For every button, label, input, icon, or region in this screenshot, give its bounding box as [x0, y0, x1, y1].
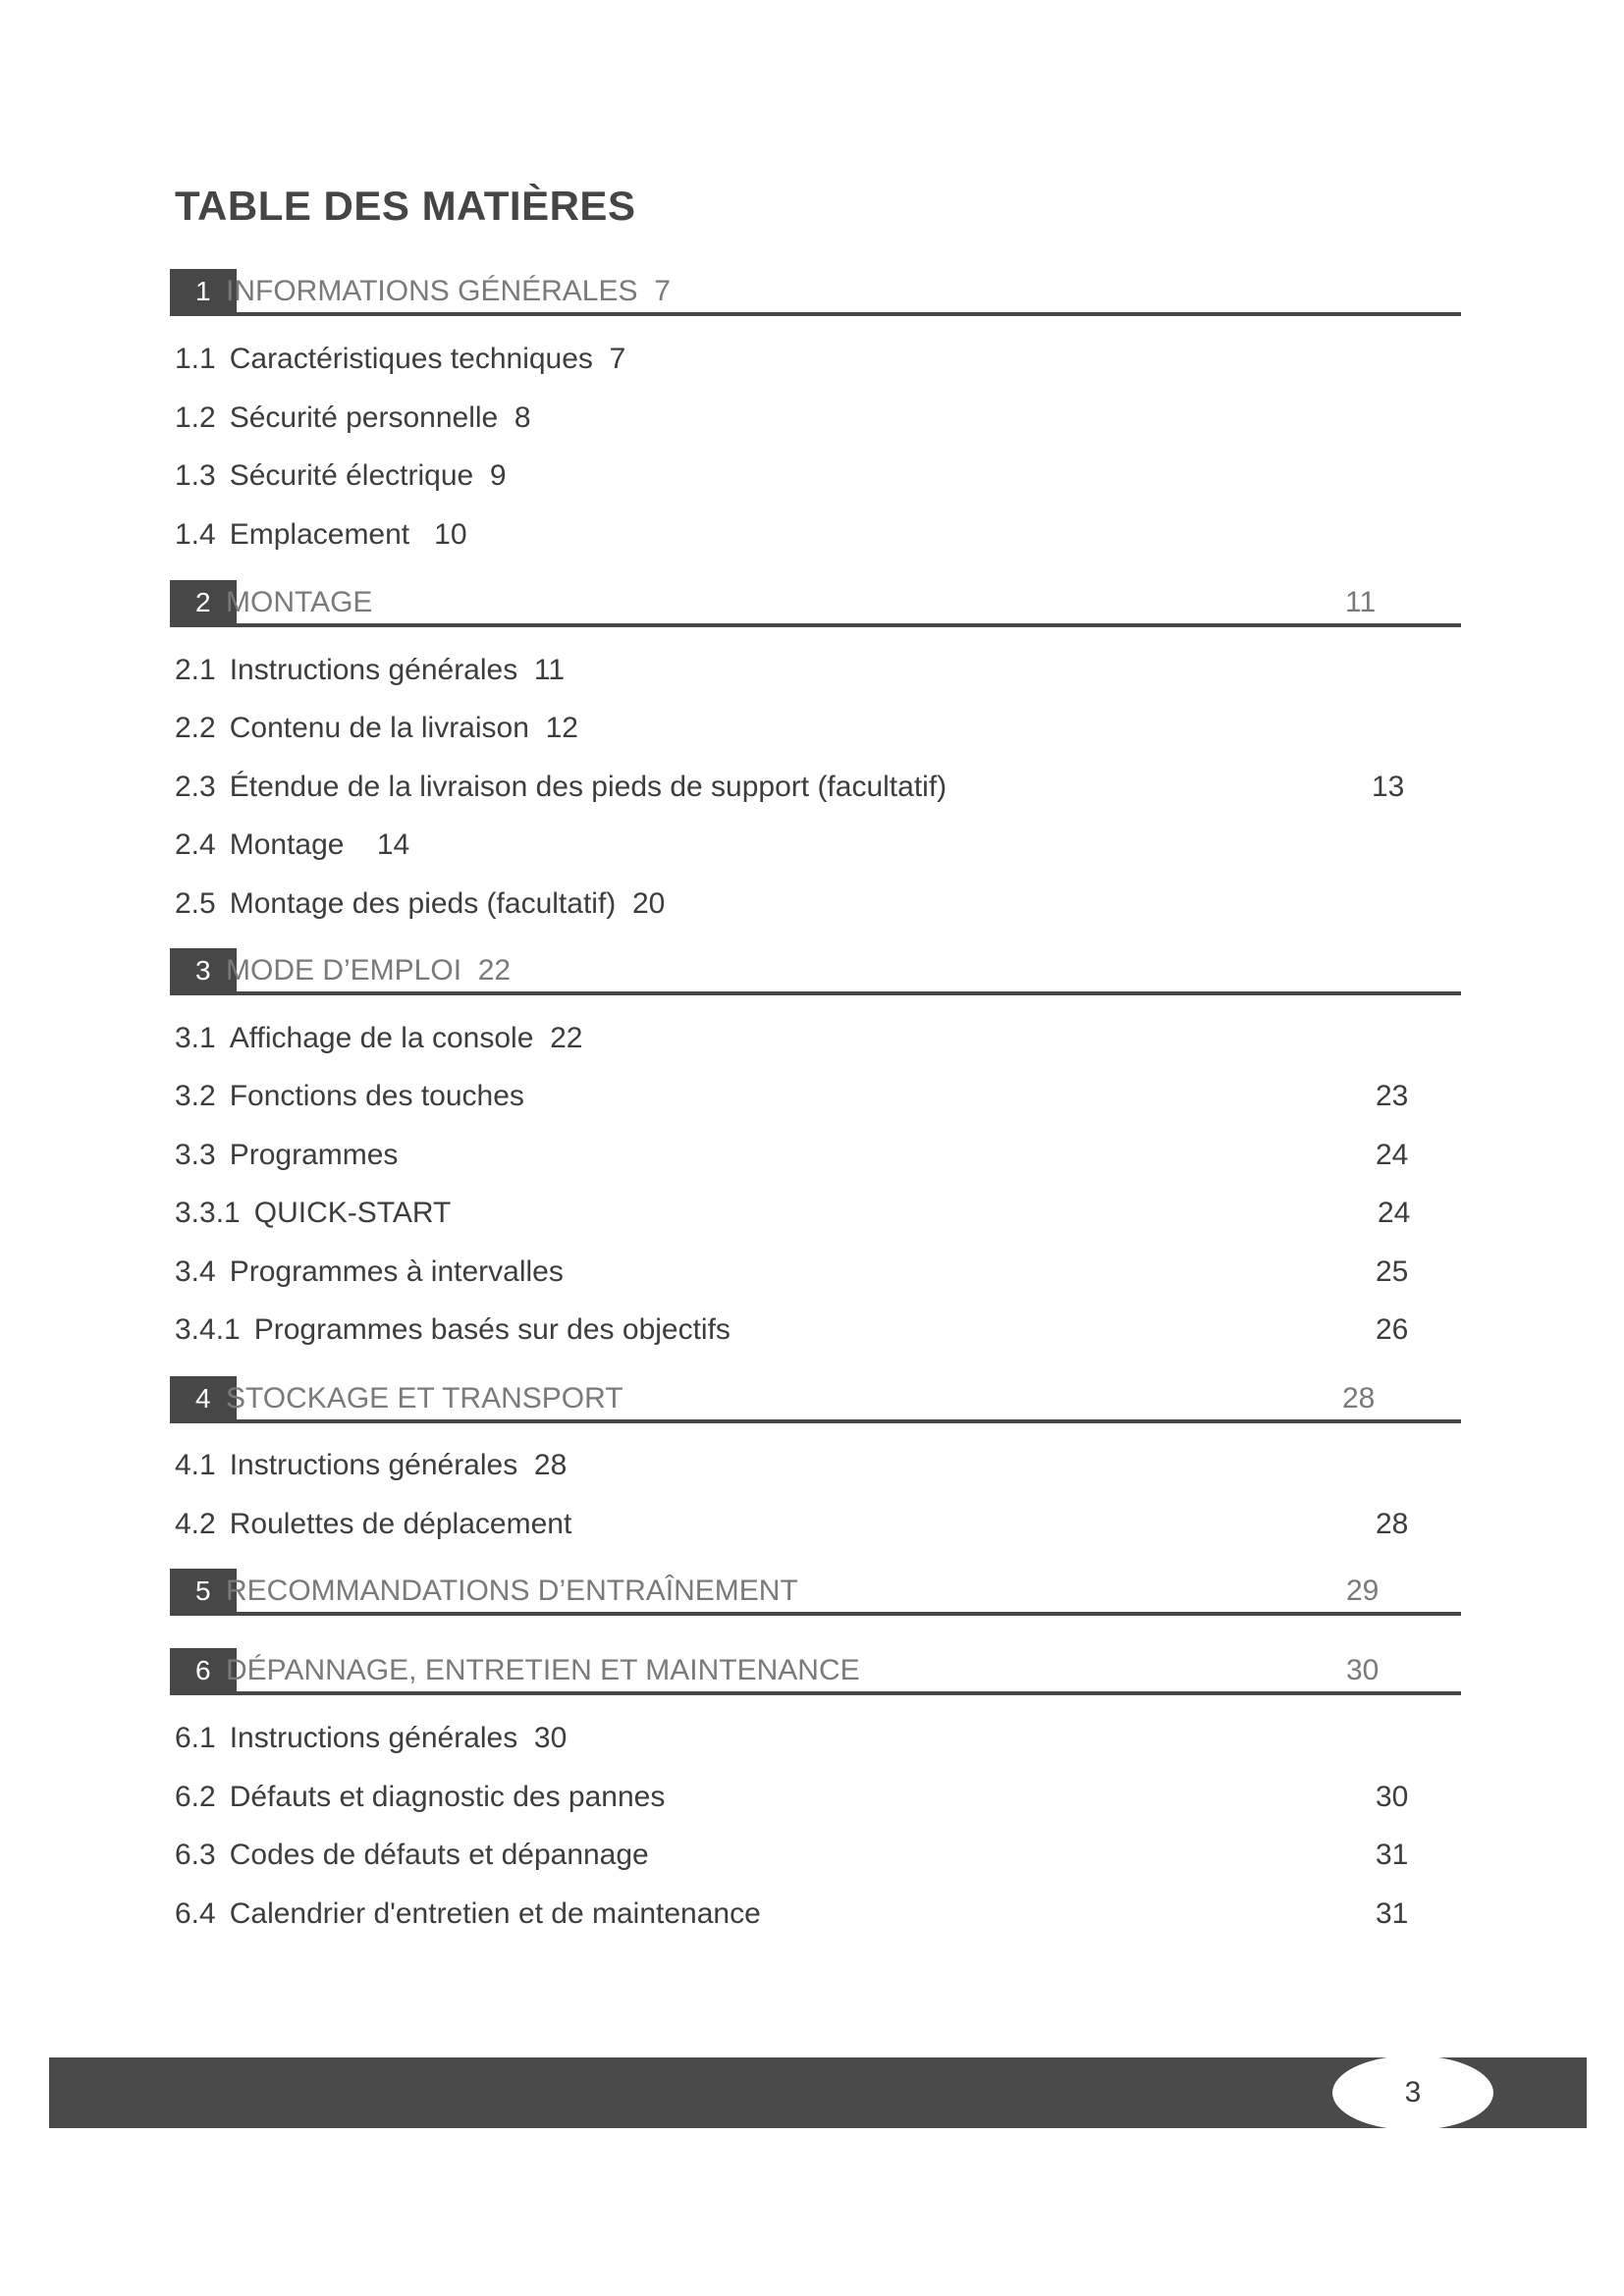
- toc-entry-3-4[interactable]: 3.4 Programmes à intervalles: [175, 1255, 564, 1288]
- toc-entry-1-3[interactable]: 1.3 Sécurité électrique 9: [175, 459, 507, 492]
- section-title: INFORMATIONS GÉNÉRALES 7: [226, 275, 671, 307]
- toc-entry-4-1[interactable]: 4.1 Instructions générales 28: [175, 1449, 568, 1481]
- section-title: RECOMMANDATIONS D’ENTRAÎNEMENT: [226, 1575, 798, 1607]
- toc-entry-3-4-1[interactable]: 3.4.1 Programmes basés sur des objectifs: [175, 1313, 731, 1346]
- entry-page: 30: [533, 1722, 568, 1754]
- entry-page: 11: [533, 654, 566, 686]
- entry-page: 30: [1376, 1781, 1409, 1813]
- section-rule: [170, 1691, 1461, 1695]
- section-header-1[interactable]: [170, 269, 1461, 316]
- section-rule: [170, 991, 1461, 995]
- entry-page: 8: [514, 401, 531, 434]
- toc-entry-4-2[interactable]: 4.2 Roulettes de déplacement: [175, 1508, 572, 1540]
- entry-page: 22: [550, 1022, 583, 1054]
- toc-entry-6-1[interactable]: 6.1 Instructions générales 30: [175, 1722, 568, 1754]
- toc-entry-2-3[interactable]: 2.3 Étendue de la livraison des pieds de support (facultatif): [175, 771, 947, 803]
- toc-entry-2-2[interactable]: 2.2 Contenu de la livraison 12: [175, 712, 578, 744]
- section-title: MONTAGE: [226, 586, 373, 618]
- section-title: DÉPANNAGE, ENTRETIEN ET MAINTENANCE: [226, 1654, 860, 1686]
- section-number-box: 3: [170, 948, 237, 993]
- entry-page: 25: [1376, 1255, 1409, 1288]
- entry-page: 14: [376, 828, 410, 861]
- section-number-box: 2: [170, 580, 237, 625]
- section-header-4[interactable]: [170, 1376, 1461, 1423]
- section-number-box: 6: [170, 1648, 237, 1693]
- section-rule: [170, 312, 1461, 316]
- section-page: 29: [1346, 1575, 1380, 1607]
- page-number: 3: [1404, 2076, 1422, 2109]
- toc-entry-6-3[interactable]: 6.3 Codes de défauts et dépannage: [175, 1839, 649, 1871]
- toc-entry-6-2[interactable]: 6.2 Défauts et diagnostic des pannes: [175, 1781, 666, 1813]
- section-rule: [170, 1612, 1461, 1616]
- toc-entry-3-3[interactable]: 3.3 Programmes: [175, 1139, 399, 1171]
- toc-entry-1-1[interactable]: 1.1 Caractéristiques techniques 7: [175, 343, 626, 375]
- section-rule: [170, 623, 1461, 627]
- section-title: STOCKAGE ET TRANSPORT: [226, 1382, 623, 1415]
- section-header-3[interactable]: [170, 948, 1461, 995]
- toc-entry-3-3-1[interactable]: 3.3.1 QUICK-START: [175, 1197, 452, 1229]
- toc-entry-2-1[interactable]: 2.1 Instructions générales 11: [175, 654, 566, 686]
- entry-page: 28: [1376, 1508, 1409, 1540]
- entry-page: 12: [545, 712, 578, 744]
- section-page: 7: [654, 275, 671, 307]
- entry-page: 23: [1376, 1080, 1409, 1112]
- toc-entry-3-2[interactable]: 3.2 Fonctions des touches: [175, 1080, 524, 1112]
- entry-page: 9: [489, 459, 507, 492]
- entry-page: 24: [1378, 1197, 1411, 1229]
- section-page: 28: [1342, 1382, 1376, 1415]
- toc-entry-3-1[interactable]: 3.1 Affichage de la console 22: [175, 1022, 583, 1054]
- entry-page: 13: [1372, 771, 1405, 803]
- toc-entry-6-4[interactable]: 6.4 Calendrier d'entretien et de maintenance: [175, 1897, 761, 1930]
- section-header-5[interactable]: [170, 1569, 1461, 1616]
- section-page: 11: [1345, 586, 1377, 618]
- entry-page: 24: [1376, 1139, 1409, 1171]
- section-page: 22: [477, 954, 512, 987]
- toc-entry-1-4[interactable]: 1.4 Emplacement 10: [175, 518, 467, 551]
- toc-entry-1-2[interactable]: 1.2 Sécurité personnelle 8: [175, 401, 531, 434]
- section-rule: [170, 1419, 1461, 1423]
- section-header-6[interactable]: [170, 1648, 1461, 1695]
- entry-page: 31: [1376, 1839, 1409, 1871]
- toc-entry-2-4[interactable]: 2.4 Montage 14: [175, 828, 410, 861]
- section-number-box: 1: [170, 269, 237, 314]
- entry-page: 26: [1376, 1313, 1409, 1346]
- entry-page: 28: [533, 1449, 568, 1481]
- section-title: MODE D’EMPLOI 22: [226, 954, 512, 987]
- toc-entry-2-5[interactable]: 2.5 Montage des pieds (facultatif) 20: [175, 887, 666, 920]
- entry-page: 20: [631, 887, 666, 920]
- section-number-box: 4: [170, 1376, 237, 1421]
- section-header-2[interactable]: [170, 580, 1461, 627]
- entry-page: 31: [1376, 1897, 1409, 1930]
- entry-page: 7: [609, 343, 626, 375]
- page-title: TABLE DES MATIÈRES: [175, 183, 636, 229]
- section-number-box: 5: [170, 1569, 237, 1614]
- section-page: 30: [1346, 1654, 1380, 1686]
- entry-page: 10: [434, 518, 467, 551]
